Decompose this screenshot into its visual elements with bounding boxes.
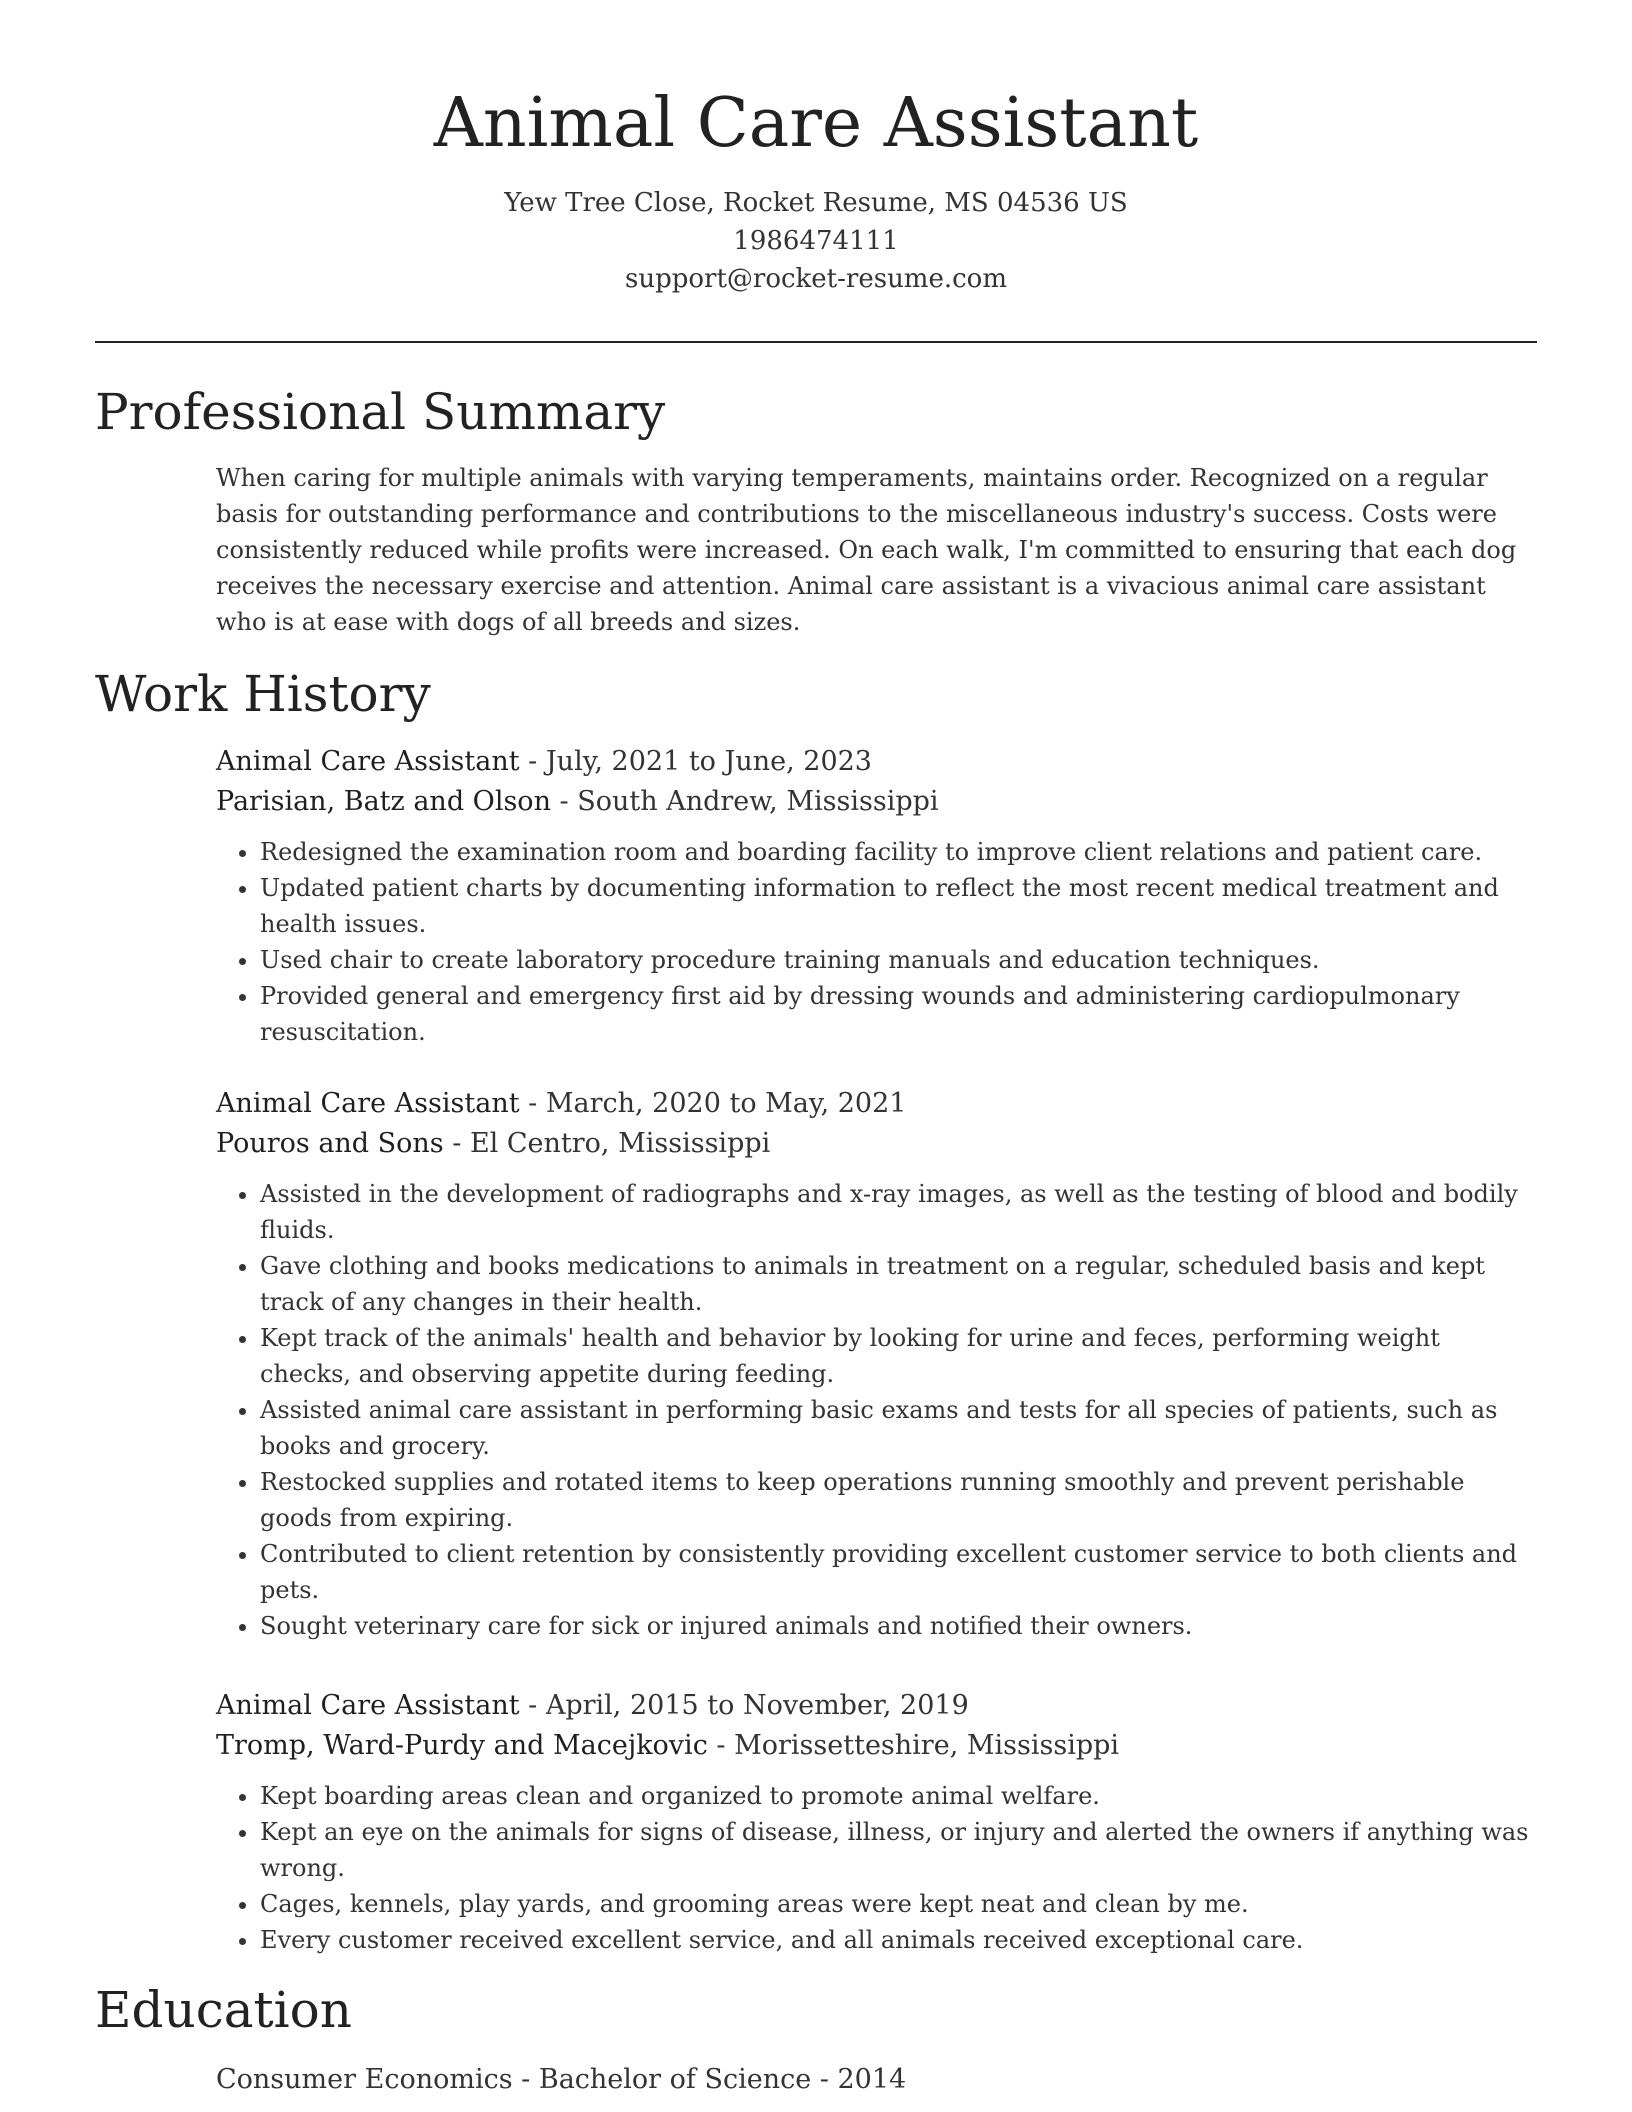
list-item: • Cages, kennels, play yards, and grooming areas were kept neat and clean by me. (260, 1886, 1538, 1922)
job-company-line (216, 1124, 1538, 1164)
list-item: • Restocked supplies and rotated items to keep operations running smoothly and prevent perishable goods from expiring. (260, 1464, 1538, 1536)
job-role: Animal Care Assistant (216, 746, 520, 777)
job-role: Animal Care Assistant (216, 1088, 520, 1119)
job-dates: - March, 2020 to May, 2021 (519, 1088, 907, 1119)
job-bullets (216, 1778, 1538, 1958)
list-item: • Updated patient charts by documenting information to reflect the most recent medical treatment and health issues. (260, 870, 1538, 942)
contact-phone: 1986474111 (733, 226, 899, 256)
section-title-work-history: Work History (95, 665, 431, 723)
header-divider (95, 341, 1537, 343)
job-title-line (216, 742, 1538, 782)
job-entry (216, 1686, 1538, 1958)
list-item: • Redesigned the examination room and boarding facility to improve client relations and patient care. (260, 834, 1538, 870)
list-item: • Kept an eye on the animals for signs of disease, illness, or injury and alerted the owners if anything was wrong. (260, 1814, 1538, 1886)
contact-address: Yew Tree Close, Rocket Resume, MS 04536 US (504, 188, 1128, 218)
job-role: Animal Care Assistant (216, 1690, 520, 1721)
contact-block (0, 184, 1632, 298)
job-location: - El Centro, Mississippi (443, 1128, 771, 1159)
job-title-line (216, 1084, 1538, 1124)
contact-email: support@rocket-resume.com (624, 264, 1007, 294)
list-item: • Used chair to create laboratory procedure training manuals and education techniques. (260, 942, 1538, 978)
section-title-education: Education (95, 1981, 352, 2039)
job-dates: - July, 2021 to June, 2023 (519, 746, 872, 777)
education-entry: Consumer Economics - Bachelor of Science - 2014 (216, 2064, 907, 2095)
list-item: • Assisted in the development of radiographs and x-ray images, as well as the testing of blood and bodily fluids. (260, 1176, 1538, 1248)
list-item: • Sought veterinary care for sick or injured animals and notified their owners. (260, 1608, 1538, 1644)
job-entry (216, 1084, 1538, 1644)
job-company: Tromp, Ward-Purdy and Macejkovic (216, 1730, 708, 1761)
job-company-line (216, 1726, 1538, 1766)
list-item: • Contributed to client retention by consistently providing excellent customer service to both clients and pets. (260, 1536, 1538, 1608)
resume-header (0, 0, 1632, 298)
job-dates: - April, 2015 to November, 2019 (519, 1690, 969, 1721)
job-company-line (216, 782, 1538, 822)
job-company: Pouros and Sons (216, 1128, 444, 1159)
section-title-summary: Professional Summary (95, 383, 666, 441)
summary-text: When caring for multiple animals with varying temperaments, maintains order. Recognized on a regular basis for outstanding performance and contributions to the miscellaneous industry's success. Costs were consistently reduced while profits were increased. On each walk, I'm committed to ensuring that each dog receives the necessary exercise and attention. Animal care assistant is a vivacious animal care assistant who is at ease with dogs of all breeds and sizes. (216, 464, 1517, 636)
job-location: - Morissetteshire, Mississippi (707, 1730, 1120, 1761)
job-bullets (216, 1176, 1538, 1644)
list-item: • Kept boarding areas clean and organized to promote animal welfare. (260, 1778, 1538, 1814)
job-bullets (216, 834, 1538, 1050)
list-item: • Assisted animal care assistant in performing basic exams and tests for all species of patients, such as books and grocery. (260, 1392, 1538, 1464)
job-company: Parisian, Batz and Olson (216, 786, 551, 817)
list-item: • Gave clothing and books medications to animals in treatment on a regular, scheduled basis and kept track of any changes in their health. (260, 1248, 1538, 1320)
resume-name: Animal Care Assistant (433, 84, 1199, 163)
job-location: - South Andrew, Mississippi (550, 786, 939, 817)
list-item: • Kept track of the animals' health and behavior by looking for urine and feces, performing weight checks, and observing appetite during feeding. (260, 1320, 1538, 1392)
list-item: • Provided general and emergency first aid by dressing wounds and administering cardiopulmonary resuscitation. (260, 978, 1538, 1050)
list-item: • Every customer received excellent service, and all animals received exceptional care. (260, 1922, 1538, 1958)
job-title-line (216, 1686, 1538, 1726)
job-entry (216, 742, 1538, 1050)
